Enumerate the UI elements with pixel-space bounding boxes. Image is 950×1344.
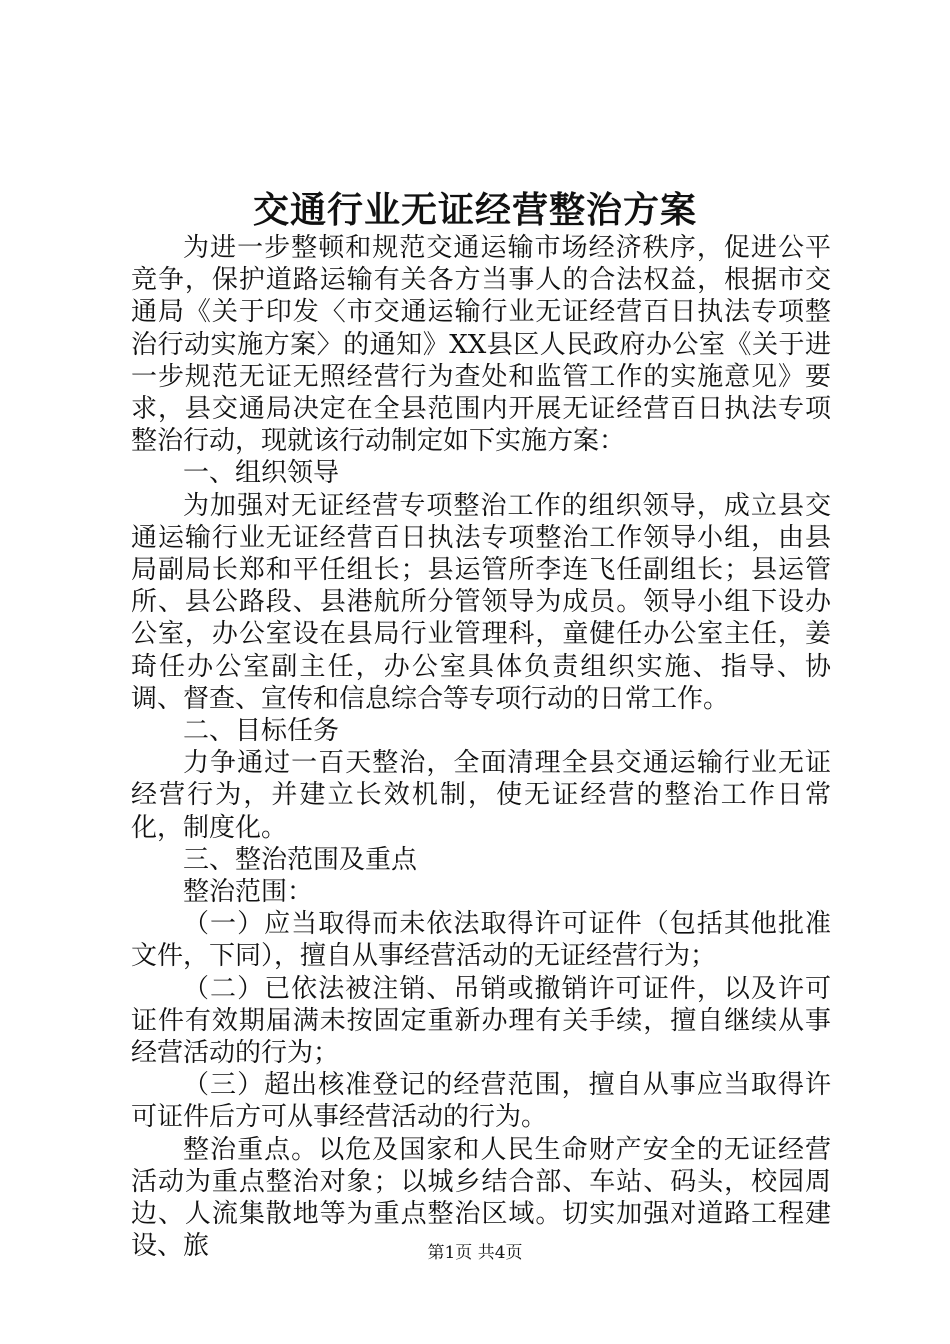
document-body	[131, 232, 831, 1263]
document-title: 交通行业无证经营整治方案	[252, 189, 697, 231]
focus-paragraph: 整治重点。以危及国家和人民生命财产安全的无证经营活动为重点整治对象；以城乡结合部、车站、码头，校园周边、人流集散地等为重点整治区域。切实加强对道路工程建设、旅	[131, 1134, 831, 1262]
scope-label: 整治范围：	[183, 877, 314, 908]
organization-paragraph: 为加强对无证经营专项整治工作的组织领导，成立县交通运输行业无证经营百日执法专项整治工作领导小组，由县局副局长郑和平任组长；县运管所李连飞任副组长；县运管所、县公路段、县港航所分管领导为成员。领导小组下设办公室，办公室设在县局行业管理科，童健任办公室主任，姜琦任办公室副主任，办公室具体负责组织实施、指导、协调、督查、宣传和信息综合等专项行动的日常工作。	[131, 490, 831, 714]
scope-item-3: （三）超出核准登记的经营范围，擅自从事应当取得许可证件后方可从事经营活动的行为。	[131, 1070, 831, 1133]
section-heading-goals: 二、目标任务	[183, 716, 340, 747]
section-heading-scope: 三、整治范围及重点	[183, 844, 418, 875]
goals-paragraph: 力争通过一百天整治，全面清理全县交通运输行业无证经营行为，并建立长效机制，使无证经营的整治工作日常化，制度化。	[131, 748, 831, 843]
page-number-footer: 第1页 共4页	[427, 1243, 523, 1263]
scope-item-2: （二）已依法被注销、吊销或撤销许可证件，以及许可证件有效期届满未按固定重新办理有关手续，擅自继续从事经营活动的行为；	[131, 973, 831, 1069]
intro-paragraph: 为进一步整顿和规范交通运输市场经济秩序，促进公平竞争，保护道路运输有关各方当事人的合法权益，根据市交通局《关于印发〈市交通运输行业无证经营百日执法专项整治行动实施方案〉的通知》XX县区人民政府办公室《关于进一步规范无证无照经营行为查处和监管工作的实施意见》要求，县交通局决定在全县范围内开展无证经营百日执法专项整治行动，现就该行动制定如下实施方案：	[131, 233, 831, 457]
scope-item-1: （一）应当取得而未依法取得许可证件（包括其他批准文件，下同），擅自从事经营活动的无证经营行为；	[131, 909, 831, 972]
section-heading-organization: 一、组织领导	[183, 458, 340, 489]
